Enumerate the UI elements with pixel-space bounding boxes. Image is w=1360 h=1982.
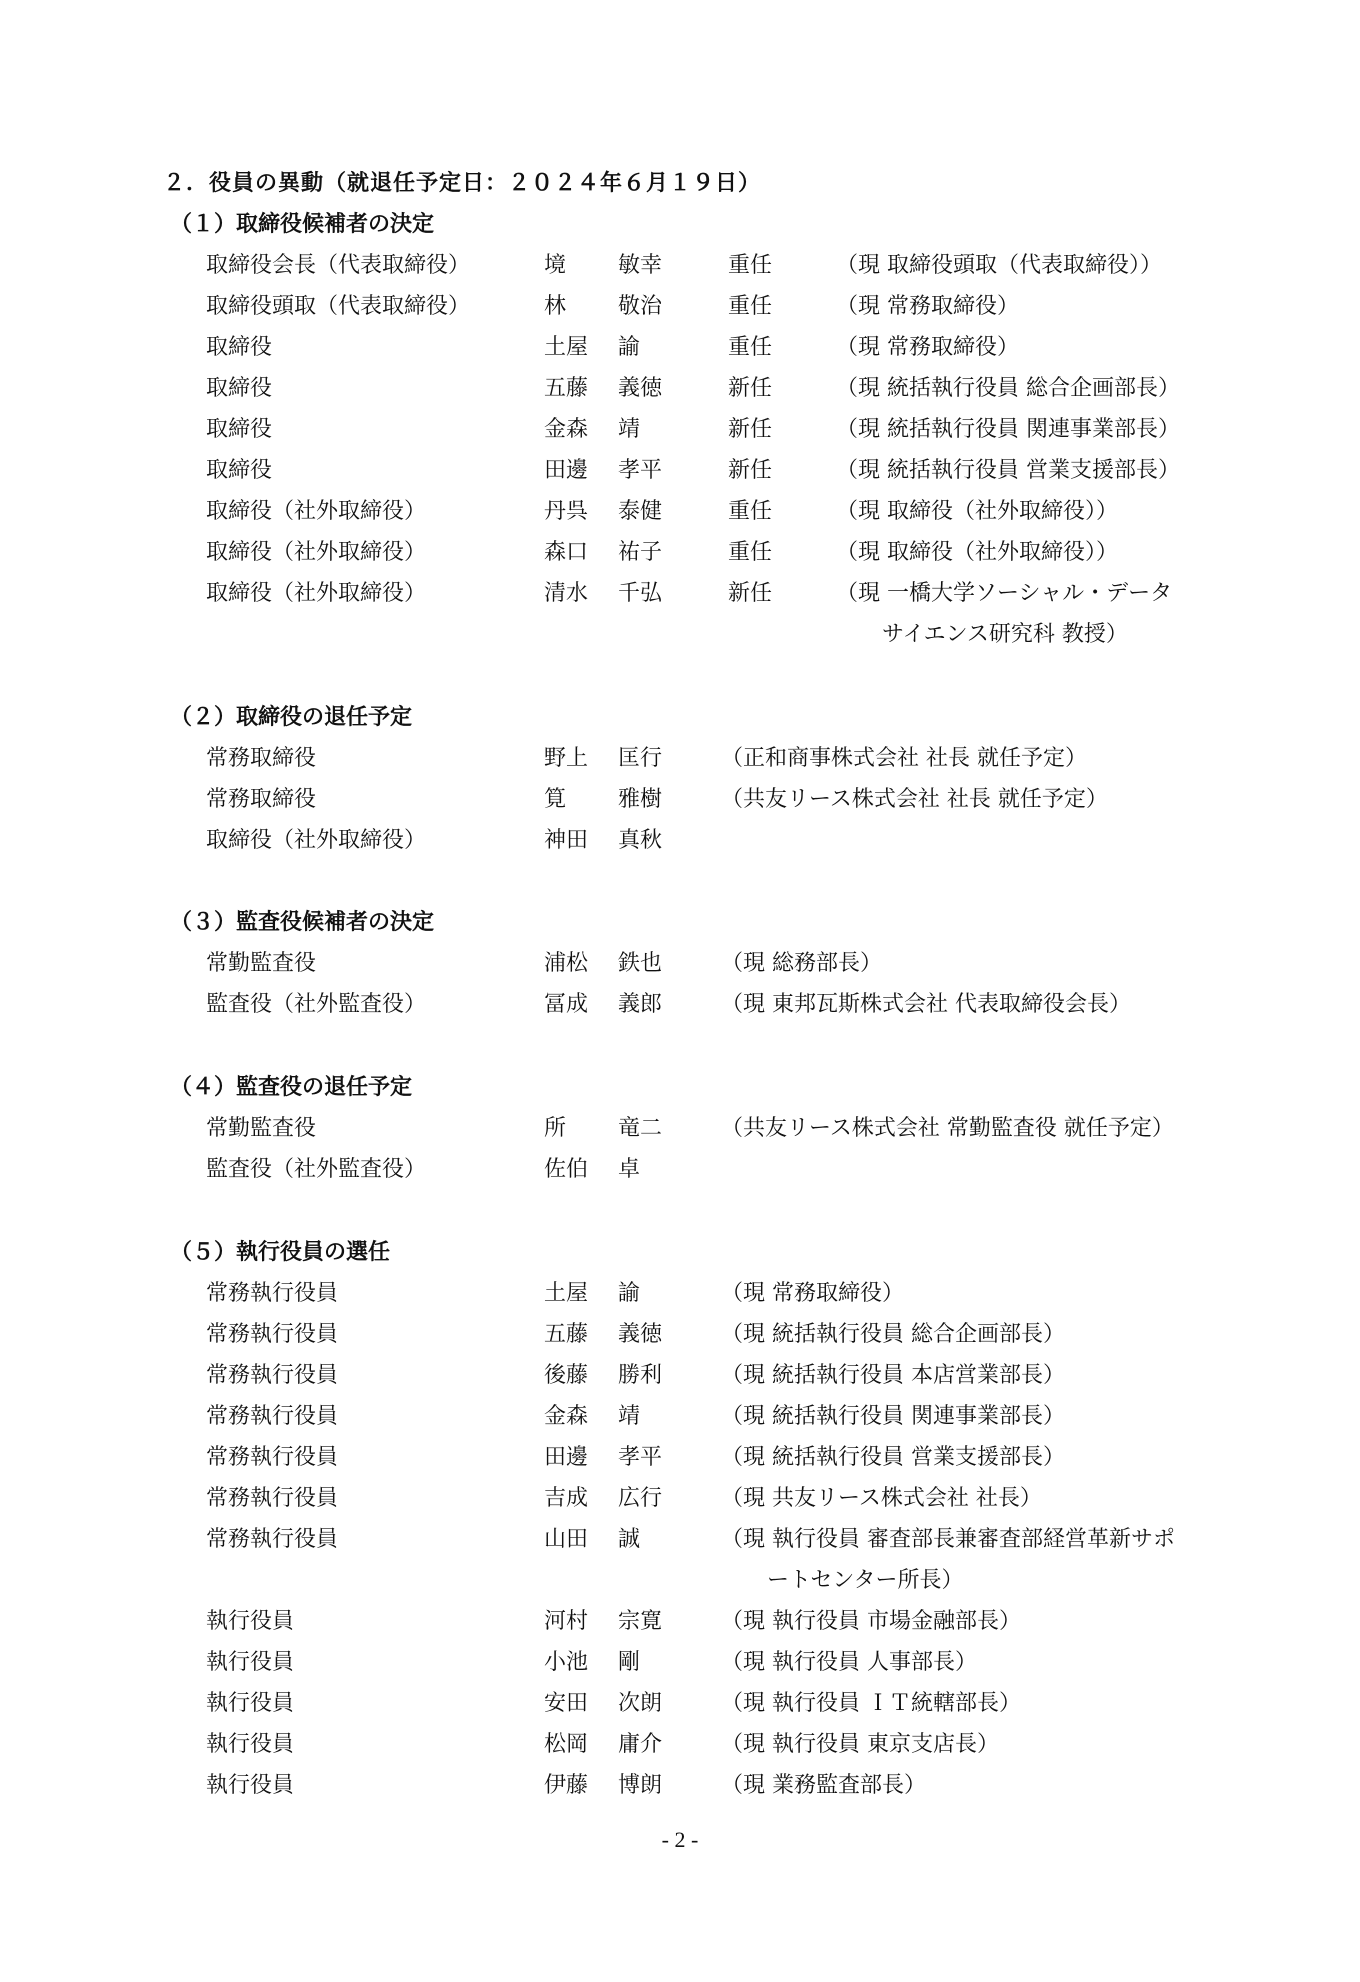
given-name: 孝平 xyxy=(618,458,663,483)
surname: 伊藤 xyxy=(544,1773,589,1798)
surname: 境 xyxy=(544,253,567,278)
position: 常務執行役員 xyxy=(206,1486,339,1511)
surname: 田邊 xyxy=(544,1445,589,1470)
status: 重任 xyxy=(728,499,773,524)
document-title: ２．役員の異動（就退任予定日：２０２４年６月１９日） xyxy=(163,171,762,196)
surname: 安田 xyxy=(544,1691,589,1716)
position: 常務執行役員 xyxy=(206,1445,339,1470)
position: 常務取締役 xyxy=(206,746,317,771)
given-name: 勝利 xyxy=(618,1363,663,1388)
position: 取締役 xyxy=(206,417,273,442)
note-continuation: ートセンター所長） xyxy=(767,1568,964,1593)
note: （現 執行役員 人事部長） xyxy=(721,1650,977,1675)
given-name: 千弘 xyxy=(618,581,663,606)
surname: 野上 xyxy=(544,746,589,771)
note: （現 総務部長） xyxy=(721,951,882,976)
surname: 土屋 xyxy=(544,1281,589,1306)
surname: 冨成 xyxy=(544,992,589,1017)
given-name: 広行 xyxy=(618,1486,663,1511)
note: （現 東邦瓦斯株式会社 代表取締役会長） xyxy=(721,992,1131,1017)
status: 重任 xyxy=(728,294,773,319)
section-5-heading: （５）執行役員の選任 xyxy=(170,1240,391,1265)
position: 執行役員 xyxy=(206,1732,295,1757)
note: （現 取締役（社外取締役）） xyxy=(836,499,1118,524)
note: （現 統括執行役員 営業支援部長） xyxy=(721,1445,1065,1470)
status: 新任 xyxy=(728,581,773,606)
position: 常務執行役員 xyxy=(206,1404,339,1429)
note: （現 執行役員 東京支店長） xyxy=(721,1732,999,1757)
given-name: 庸介 xyxy=(618,1732,663,1757)
note: （現 常務取締役） xyxy=(836,335,1019,360)
page-number: - 2 - xyxy=(661,1827,699,1852)
given-name: 義郎 xyxy=(618,992,663,1017)
note-continuation: サイエンス研究科 教授） xyxy=(882,622,1128,647)
note: （現 取締役頭取（代表取締役）） xyxy=(836,253,1162,278)
status: 重任 xyxy=(728,253,773,278)
given-name: 鉄也 xyxy=(618,951,663,976)
surname: 松岡 xyxy=(544,1732,589,1757)
given-name: 諭 xyxy=(618,1281,641,1306)
position: 執行役員 xyxy=(206,1773,295,1798)
note: （現 統括執行役員 総合企画部長） xyxy=(836,376,1180,401)
given-name: 真秋 xyxy=(618,828,663,853)
position: 取締役 xyxy=(206,376,273,401)
position: 取締役（社外取締役） xyxy=(206,499,427,524)
position: 常勤監査役 xyxy=(206,1116,317,1141)
given-name: 靖 xyxy=(618,1404,641,1429)
status: 重任 xyxy=(728,540,773,565)
given-name: 匡行 xyxy=(618,746,663,771)
surname: 神田 xyxy=(544,828,589,853)
position: 執行役員 xyxy=(206,1609,295,1634)
position: 常務執行役員 xyxy=(206,1527,339,1552)
position: 取締役頭取（代表取締役） xyxy=(206,294,471,319)
section-1-heading: （１）取締役候補者の決定 xyxy=(170,212,435,237)
position: 取締役（社外取締役） xyxy=(206,540,427,565)
position: 常務執行役員 xyxy=(206,1322,339,1347)
note: （現 統括執行役員 営業支援部長） xyxy=(836,458,1180,483)
given-name: 靖 xyxy=(618,417,641,442)
given-name: 義徳 xyxy=(618,1322,663,1347)
note: （現 一橋大学ソーシャル・データ xyxy=(836,581,1173,606)
position: 監査役（社外監査役） xyxy=(206,992,427,1017)
position: 取締役 xyxy=(206,335,273,360)
surname: 筧 xyxy=(544,787,567,812)
given-name: 剛 xyxy=(618,1650,641,1675)
given-name: 次朗 xyxy=(618,1691,663,1716)
surname: 土屋 xyxy=(544,335,589,360)
note: （現 執行役員 審査部長兼審査部経営革新サポ xyxy=(721,1527,1175,1552)
note: （現 常務取締役） xyxy=(836,294,1019,319)
surname: 森口 xyxy=(544,540,589,565)
given-name: 孝平 xyxy=(618,1445,663,1470)
given-name: 誠 xyxy=(618,1527,641,1552)
surname: 佐伯 xyxy=(544,1157,589,1182)
position: 執行役員 xyxy=(206,1691,295,1716)
position: 監査役（社外監査役） xyxy=(206,1157,427,1182)
surname: 後藤 xyxy=(544,1363,589,1388)
surname: 清水 xyxy=(544,581,589,606)
given-name: 竜二 xyxy=(618,1116,663,1141)
surname: 金森 xyxy=(544,417,589,442)
note: （共友リース株式会社 社長 就任予定） xyxy=(721,787,1108,812)
section-4-heading: （４）監査役の退任予定 xyxy=(170,1075,413,1100)
note: （正和商事株式会社 社長 就任予定） xyxy=(721,746,1087,771)
position: 常勤監査役 xyxy=(206,951,317,976)
note: （共友リース株式会社 常勤監査役 就任予定） xyxy=(721,1116,1174,1141)
surname: 金森 xyxy=(544,1404,589,1429)
surname: 吉成 xyxy=(544,1486,589,1511)
position: 取締役 xyxy=(206,458,273,483)
position: 常務執行役員 xyxy=(206,1363,339,1388)
given-name: 宗寛 xyxy=(618,1609,663,1634)
position: 取締役（社外取締役） xyxy=(206,581,427,606)
note: （現 常務取締役） xyxy=(721,1281,904,1306)
given-name: 敬治 xyxy=(618,294,663,319)
note: （現 取締役（社外取締役）） xyxy=(836,540,1118,565)
status: 新任 xyxy=(728,376,773,401)
note: （現 統括執行役員 関連事業部長） xyxy=(836,417,1180,442)
surname: 浦松 xyxy=(544,951,589,976)
note: （現 業務監査部長） xyxy=(721,1773,926,1798)
given-name: 泰健 xyxy=(618,499,663,524)
status: 新任 xyxy=(728,458,773,483)
note: （現 統括執行役員 本店営業部長） xyxy=(721,1363,1065,1388)
note: （現 執行役員 ＩＴ統轄部長） xyxy=(721,1691,1021,1716)
surname: 五藤 xyxy=(544,1322,589,1347)
surname: 林 xyxy=(544,294,567,319)
position: 取締役（社外取締役） xyxy=(206,828,427,853)
section-2-heading: （２）取締役の退任予定 xyxy=(170,705,413,730)
position: 執行役員 xyxy=(206,1650,295,1675)
given-name: 祐子 xyxy=(618,540,663,565)
given-name: 卓 xyxy=(618,1157,641,1182)
surname: 河村 xyxy=(544,1609,589,1634)
note: （現 共友リース株式会社 社長） xyxy=(721,1486,1042,1511)
surname: 田邊 xyxy=(544,458,589,483)
surname: 五藤 xyxy=(544,376,589,401)
position: 常務執行役員 xyxy=(206,1281,339,1306)
note: （現 執行役員 市場金融部長） xyxy=(721,1609,1021,1634)
surname: 丹呉 xyxy=(544,499,589,524)
position: 取締役会長（代表取締役） xyxy=(206,253,471,278)
given-name: 博朗 xyxy=(618,1773,663,1798)
note: （現 統括執行役員 総合企画部長） xyxy=(721,1322,1065,1347)
surname: 所 xyxy=(544,1116,567,1141)
status: 重任 xyxy=(728,335,773,360)
given-name: 雅樹 xyxy=(618,787,663,812)
status: 新任 xyxy=(728,417,773,442)
given-name: 義徳 xyxy=(618,376,663,401)
given-name: 諭 xyxy=(618,335,641,360)
given-name: 敏幸 xyxy=(618,253,663,278)
position: 常務取締役 xyxy=(206,787,317,812)
note: （現 統括執行役員 関連事業部長） xyxy=(721,1404,1065,1429)
section-3-heading: （３）監査役候補者の決定 xyxy=(170,910,435,935)
surname: 小池 xyxy=(544,1650,589,1675)
surname: 山田 xyxy=(544,1527,589,1552)
